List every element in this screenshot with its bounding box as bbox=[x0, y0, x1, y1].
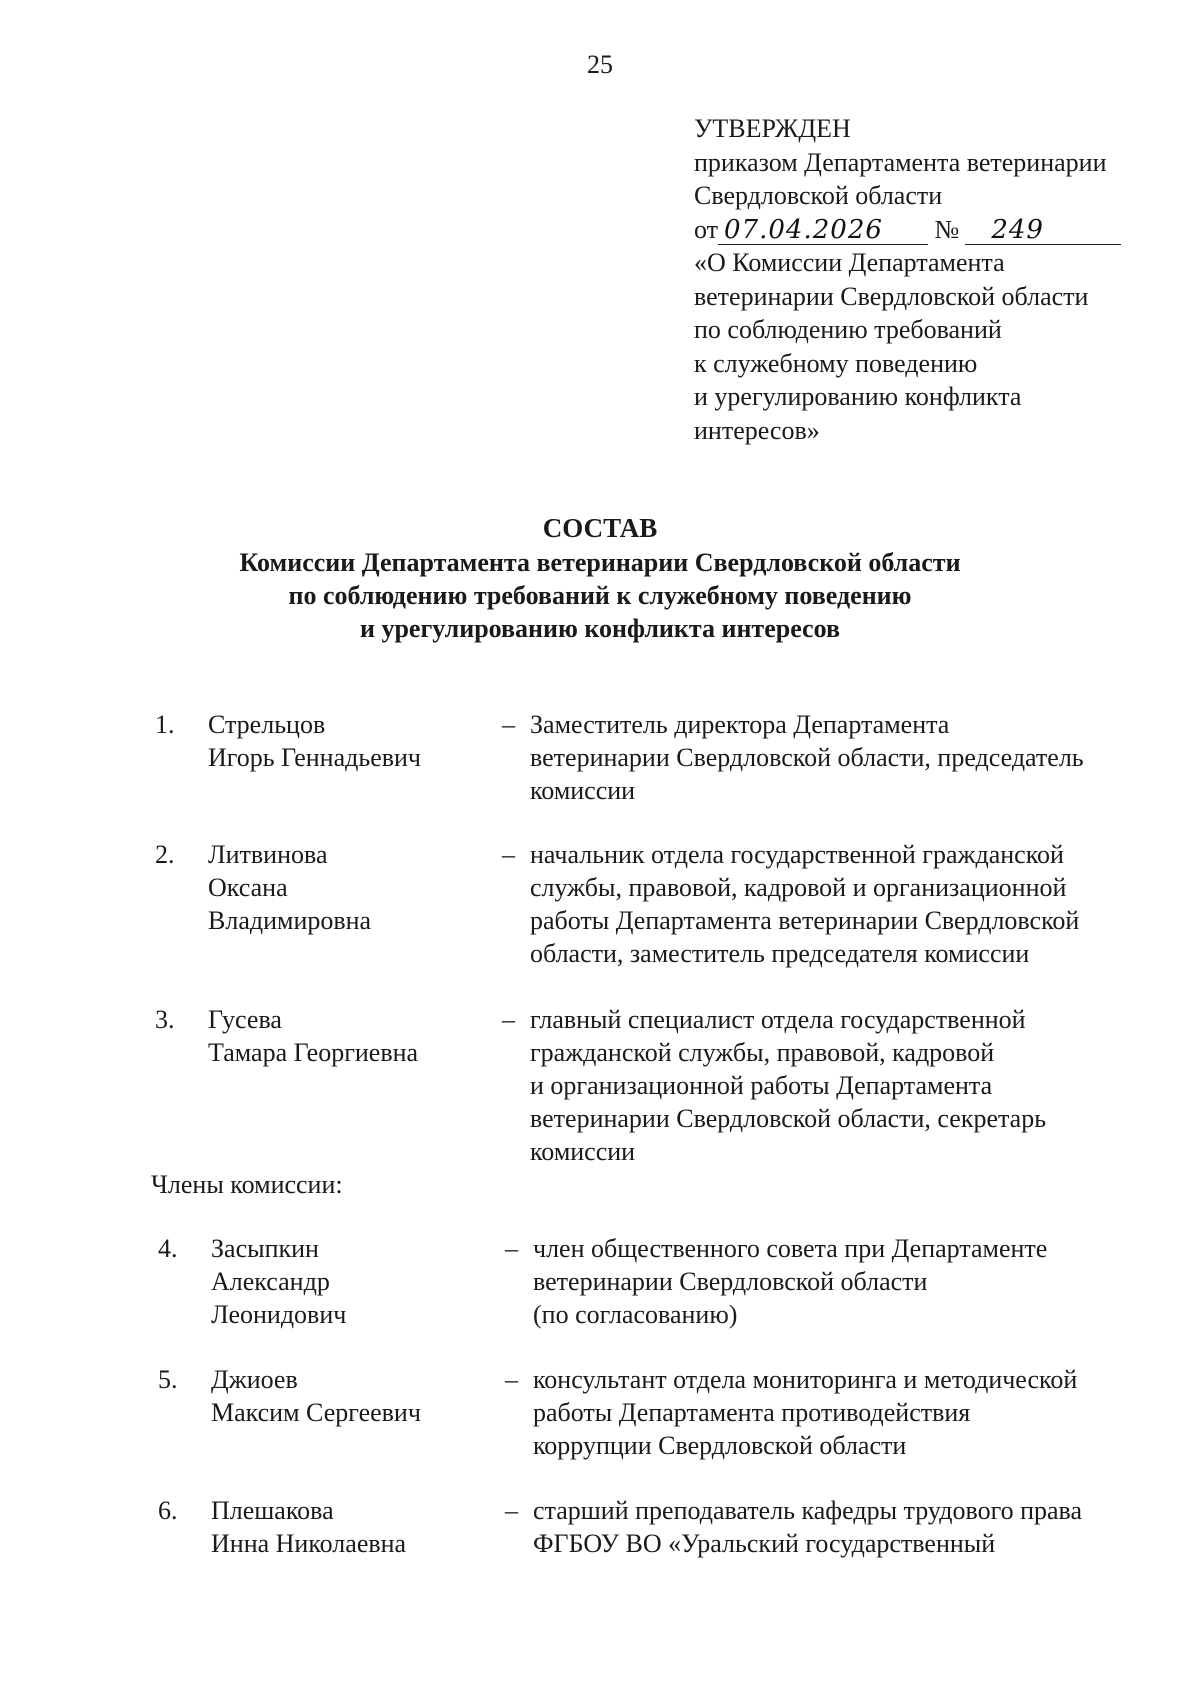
name-line: Засыпкин bbox=[211, 1234, 319, 1263]
member-position bbox=[533, 1494, 1173, 1560]
dash: – bbox=[505, 1365, 518, 1394]
position-line: работы Департамента противодействия bbox=[533, 1398, 971, 1427]
document-heading bbox=[0, 512, 1200, 645]
position-line: начальник отдела государственной гражданской bbox=[530, 840, 1064, 869]
order-title-line: ветеринарии Свердловской области bbox=[694, 281, 1089, 311]
order-title-line: интересов» bbox=[694, 415, 820, 445]
order-title-line: по соблюдению требований bbox=[694, 315, 1002, 344]
position-line: области, заместитель председателя комиссии bbox=[530, 939, 1030, 968]
member-name bbox=[208, 708, 488, 774]
name-line: Плешакова bbox=[211, 1496, 334, 1525]
name-line: Стрельцов bbox=[208, 710, 326, 739]
item-number: 3. bbox=[155, 1005, 175, 1034]
position-line: работы Департамента ветеринарии Свердловской bbox=[530, 906, 1080, 935]
member-name bbox=[211, 1363, 491, 1429]
handwritten-date: 07.04.2026 bbox=[718, 215, 928, 245]
order-title-line: «О Комиссии Департамента bbox=[694, 248, 1005, 277]
member-name bbox=[208, 1003, 488, 1069]
member-name bbox=[211, 1494, 491, 1560]
member-position bbox=[533, 1363, 1173, 1462]
name-line: Александр bbox=[211, 1267, 330, 1296]
dash: – bbox=[502, 710, 515, 739]
heading-line: Комиссии Департамента ветеринарии Свердловской области bbox=[239, 548, 961, 577]
name-line: Литвинова bbox=[208, 840, 328, 869]
approval-line: приказом Департамента ветеринарии bbox=[694, 147, 1107, 177]
order-title-line: и урегулированию конфликта bbox=[694, 382, 1022, 411]
member-position bbox=[533, 1232, 1173, 1331]
position-line: (по согласованию) bbox=[533, 1300, 738, 1329]
order-title-line: к служебному поведению bbox=[694, 348, 978, 378]
name-line: Игорь Геннадьевич bbox=[208, 743, 422, 772]
position-line: член общественного совета при Департаменте bbox=[533, 1234, 1048, 1263]
date-prefix: от bbox=[694, 214, 719, 244]
member-position bbox=[530, 1003, 1170, 1168]
item-number: 6. bbox=[158, 1496, 178, 1525]
item-number: 5. bbox=[158, 1365, 178, 1394]
name-line: Инна Николаевна bbox=[211, 1529, 407, 1558]
name-line: Джиоев bbox=[211, 1365, 298, 1394]
name-line: Тамара Георгиевна bbox=[208, 1038, 419, 1067]
members-label: Члены комиссии: bbox=[151, 1170, 343, 1199]
member-name bbox=[211, 1232, 491, 1331]
name-line: Гусева bbox=[208, 1005, 282, 1034]
position-line: гражданской службы, правовой, кадровой bbox=[530, 1038, 995, 1067]
member-position bbox=[530, 838, 1170, 970]
position-line: ветеринарии Свердловской области, секретарь bbox=[530, 1104, 1047, 1133]
dash: – bbox=[505, 1234, 518, 1263]
position-line: Заместитель директора Департамента bbox=[530, 710, 950, 739]
heading-title: СОСТАВ bbox=[542, 513, 658, 543]
approval-line: Свердловской области bbox=[694, 181, 943, 210]
name-line: Оксана bbox=[208, 873, 288, 902]
page-number: 25 bbox=[587, 50, 613, 79]
dash: – bbox=[502, 1005, 515, 1034]
position-line: главный специалист отдела государственной bbox=[530, 1005, 1026, 1034]
heading-line: по соблюдению требований к служебному поведению bbox=[288, 581, 912, 610]
position-line: комиссии bbox=[530, 1137, 636, 1166]
number-prefix: № bbox=[934, 214, 960, 244]
position-line: старший преподаватель кафедры трудового права bbox=[533, 1496, 1083, 1525]
item-number: 1. bbox=[155, 710, 175, 739]
dash: – bbox=[505, 1496, 518, 1525]
member-position bbox=[530, 708, 1170, 807]
position-line: консультант отдела мониторинга и методической bbox=[533, 1365, 1078, 1394]
handwritten-number: 249 bbox=[965, 215, 1121, 245]
position-line: ветеринарии Свердловской области, председатель bbox=[530, 743, 1084, 772]
approval-block bbox=[694, 112, 1164, 447]
position-line: коррупции Свердловской области bbox=[533, 1431, 907, 1460]
name-line: Максим Сергеевич bbox=[211, 1398, 421, 1427]
approval-date-line bbox=[694, 213, 1164, 247]
name-line: Владимировна bbox=[208, 906, 372, 935]
member-name bbox=[208, 838, 488, 937]
heading-line: и урегулированию конфликта интересов bbox=[359, 614, 840, 643]
item-number: 2. bbox=[155, 840, 175, 869]
position-line: службы, правовой, кадровой и организационной bbox=[530, 873, 1067, 902]
approval-heading: УТВЕРЖДЕН bbox=[694, 114, 851, 143]
position-line: комиссии bbox=[530, 776, 636, 805]
position-line: и организационной работы Департамента bbox=[530, 1071, 993, 1100]
item-number: 4. bbox=[158, 1234, 178, 1263]
position-line: ветеринарии Свердловской области bbox=[533, 1267, 928, 1296]
name-line: Леонидович bbox=[211, 1300, 347, 1329]
dash: – bbox=[502, 840, 515, 869]
position-line: ФГБОУ ВО «Уральский государственный bbox=[533, 1529, 996, 1558]
